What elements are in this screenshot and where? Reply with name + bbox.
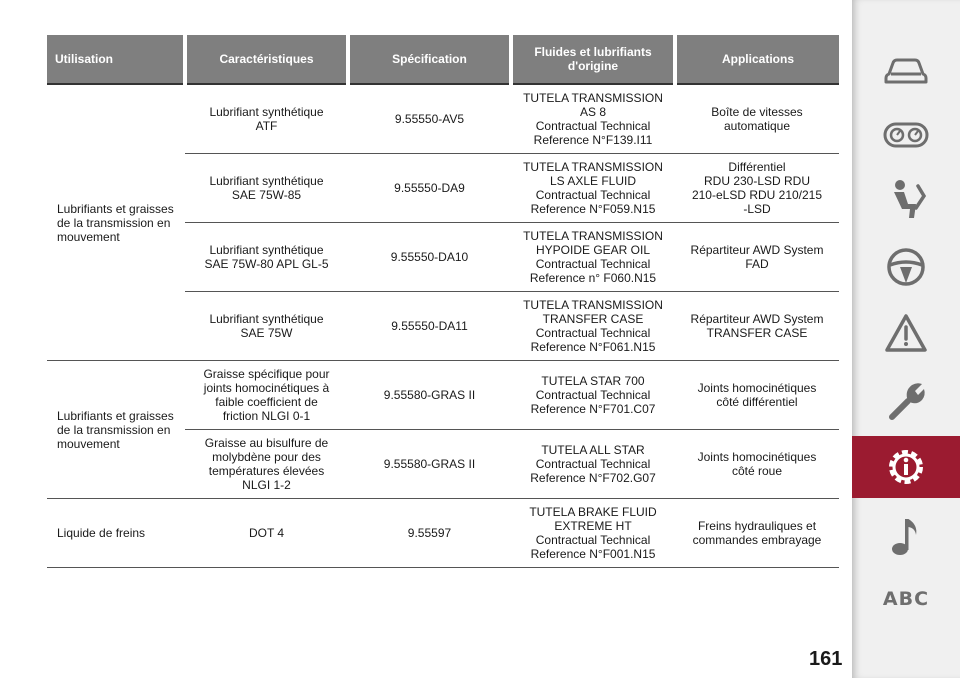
nav-chapter-car[interactable] (852, 40, 960, 102)
characteristics-cell: Lubrifiant synthétique ATF (185, 84, 348, 154)
music-note-icon (888, 515, 924, 559)
header-characteristics: Caractéristiques (185, 35, 348, 84)
characteristics-cell: Graisse au bisulfure de molybdène pour des températures élevées NLGI 1-2 (185, 430, 348, 499)
specification-cell: 9.55580-GRAS II (348, 430, 511, 499)
characteristics-cell: Lubrifiant synthétique SAE 75W (185, 292, 348, 361)
technical-data-gear-icon (882, 443, 930, 491)
usage-cell: Liquide de freins (47, 499, 185, 568)
table-header-row (47, 35, 839, 84)
nav-chapter-driving[interactable] (852, 236, 960, 298)
specification-cell: 9.55550-DA11 (348, 292, 511, 361)
warning-triangle-icon (884, 313, 928, 353)
nav-chapter-index[interactable] (852, 568, 960, 630)
fluid-cell: TUTELA TRANSMISSION AS 8 Contractual Technical Reference N°F139.I11 (511, 84, 675, 154)
nav-chapter-maintenance[interactable] (852, 370, 960, 432)
characteristics-cell: Lubrifiant synthétique SAE 75W-85 (185, 154, 348, 223)
fluid-cell: TUTELA TRANSMISSION LS AXLE FLUID Contractual Technical Reference N°F059.N15 (511, 154, 675, 223)
application-cell: Freins hydrauliques et commandes embrayage (675, 499, 839, 568)
dashboard-gauges-icon (883, 121, 929, 149)
application-cell: Joints homocinétiques côté différentiel (675, 361, 839, 430)
nav-chapter-technical-data[interactable] (852, 436, 960, 498)
fluid-cell: TUTELA TRANSMISSION TRANSFER CASE Contractual Technical Reference N°F061.N15 (511, 292, 675, 361)
table-row (47, 84, 839, 154)
page-number: 161 (809, 648, 843, 670)
specification-cell: 9.55597 (348, 499, 511, 568)
header-specification: Spécification (348, 35, 511, 84)
characteristics-cell: DOT 4 (185, 499, 348, 568)
application-cell: Différentiel RDU 230-LSD RDU 210-eLSD RDU 210/215 -LSD (675, 154, 839, 223)
steering-wheel-icon (885, 246, 927, 288)
fluid-cell: TUTELA TRANSMISSION HYPOIDE GEAR OIL Contractual Technical Reference n° F060.N15 (511, 223, 675, 292)
header-usage: Utilisation (47, 35, 185, 84)
application-cell: Boîte de vitesses automatique (675, 84, 839, 154)
fluids-lubricants-table (47, 35, 839, 568)
fluid-cell: TUTELA BRAKE FLUID EXTREME HT Contractual Technical Reference N°F001.N15 (511, 499, 675, 568)
application-cell: Répartiteur AWD System TRANSFER CASE (675, 292, 839, 361)
nav-chapter-dashboard[interactable] (852, 104, 960, 166)
wrench-icon (884, 379, 928, 423)
seated-passenger-icon (884, 178, 928, 220)
characteristics-cell: Lubrifiant synthétique SAE 75W-80 APL GL-5 (185, 223, 348, 292)
specification-cell: 9.55580-GRAS II (348, 361, 511, 430)
chapter-sidebar (852, 0, 960, 678)
header-applications: Applications (675, 35, 839, 84)
car-icon (883, 56, 929, 86)
application-cell: Joints homocinétiques côté roue (675, 430, 839, 499)
characteristics-cell: Graisse spécifique pour joints homocinétiques à faible coefficient de friction NLGI 0-1 (185, 361, 348, 430)
fluid-cell: TUTELA STAR 700 Contractual Technical Reference N°F701.C07 (511, 361, 675, 430)
application-cell: Répartiteur AWD System FAD (675, 223, 839, 292)
nav-chapter-emergency[interactable] (852, 302, 960, 364)
specification-cell: 9.55550-DA10 (348, 223, 511, 292)
specification-cell: 9.55550-AV5 (348, 84, 511, 154)
specification-cell: 9.55550-DA9 (348, 154, 511, 223)
fluid-cell: TUTELA ALL STAR Contractual Technical Reference N°F702.G07 (511, 430, 675, 499)
usage-cell: Lubrifiants et graisses de la transmission en mouvement (47, 84, 185, 361)
nav-chapter-safety[interactable] (852, 168, 960, 230)
usage-cell: Lubrifiants et graisses de la transmission en mouvement (47, 361, 185, 499)
header-original-fluids: Fluides et lubrifiants d'origine (511, 35, 675, 84)
nav-chapter-multimedia[interactable] (852, 506, 960, 568)
abc-index-icon: ABC (882, 588, 930, 610)
table-row (47, 499, 839, 568)
table-row (47, 361, 839, 430)
